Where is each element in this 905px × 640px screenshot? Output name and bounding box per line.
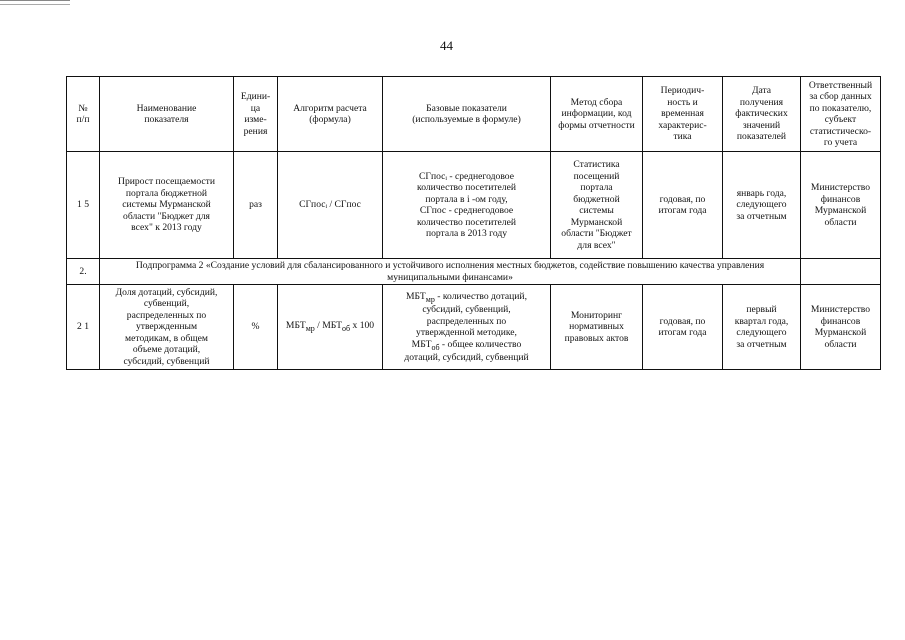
subprogram-row [67, 259, 881, 285]
header-collection-method: Метод сбора информации, код формы отчетности [551, 77, 643, 152]
indicator-name: Доля дотаций, субсидий, субвенций, распределенных по утвержденным методикам, в общем объеме дотаций, субсидий, субвенций [100, 285, 234, 370]
indicator-name: Прирост посещаемости портала бюджетной системы Мурманской области "Бюджет для всех" к 2013 году [100, 152, 234, 259]
header-periodicity: Периодич- ность и временная характерис- тика [643, 77, 723, 152]
header-formula: Алгоритм расчета (формула) [278, 77, 383, 152]
periodicity: годовая, по итогам года [643, 152, 723, 259]
subprogram-number: 2. [67, 259, 100, 285]
responsible: Министерство финансов Мурманской области [801, 285, 881, 370]
periodicity: годовая, по итогам года [643, 285, 723, 370]
table-header-row [67, 77, 881, 152]
collection-method: Статистика посещений портала бюджетной системы Мурманской области "Бюджет для всех" [551, 152, 643, 259]
date-received: январь года, следующего за отчетным [723, 152, 801, 259]
subprogram-empty-cell [801, 259, 881, 285]
base-indicators: $МБТ_{мр}$ - количество дотаций, субсидий, субвенций, распределенных по утвержденной методике, $МБТ_{об}$ - общее количество дотаций, субсидий, субвенций [383, 285, 551, 370]
unit: раз [234, 152, 278, 259]
header-date: Дата получения фактических значений показателей [723, 77, 801, 152]
header-responsible: Ответственный за сбор данных по показателю, субъект статистическо- го учета [801, 77, 881, 152]
table-row [67, 285, 881, 370]
formula: $МБТ_{мр} / МБТ_{об}$ х 100 [278, 285, 383, 370]
table-row [67, 152, 881, 259]
scan-corner-mark [0, 0, 70, 5]
header-number: № п/п [67, 77, 100, 152]
base-indicators: СГпосᵢ - среднегодовое количество посетителей портала в i -ом году, СГпос - среднегодовое количество посетителей портала в 2013 году [383, 152, 551, 259]
indicators-table [66, 76, 881, 370]
responsible: Министерство финансов Мурманской области [801, 152, 881, 259]
row-number: 1 5 [67, 152, 100, 259]
header-indicator-name: Наименование показателя [100, 77, 234, 152]
unit: % [234, 285, 278, 370]
formula: СГпосᵢ / СГпос [278, 152, 383, 259]
subprogram-title: Подпрограмма 2 «Создание условий для сбалансированного и устойчивого исполнения местных бюджетов, содействие повышению качества управления муниципальными финансами» [100, 259, 801, 285]
header-base-indicators: Базовые показатели (используемые в формуле) [383, 77, 551, 152]
header-unit: Едини- ца изме- рения [234, 77, 278, 152]
row-number: 2 1 [67, 285, 100, 370]
page-number: 44 [440, 38, 453, 53]
date-received: первый квартал года, следующего за отчетным [723, 285, 801, 370]
collection-method: Мониторинг нормативных правовых актов [551, 285, 643, 370]
